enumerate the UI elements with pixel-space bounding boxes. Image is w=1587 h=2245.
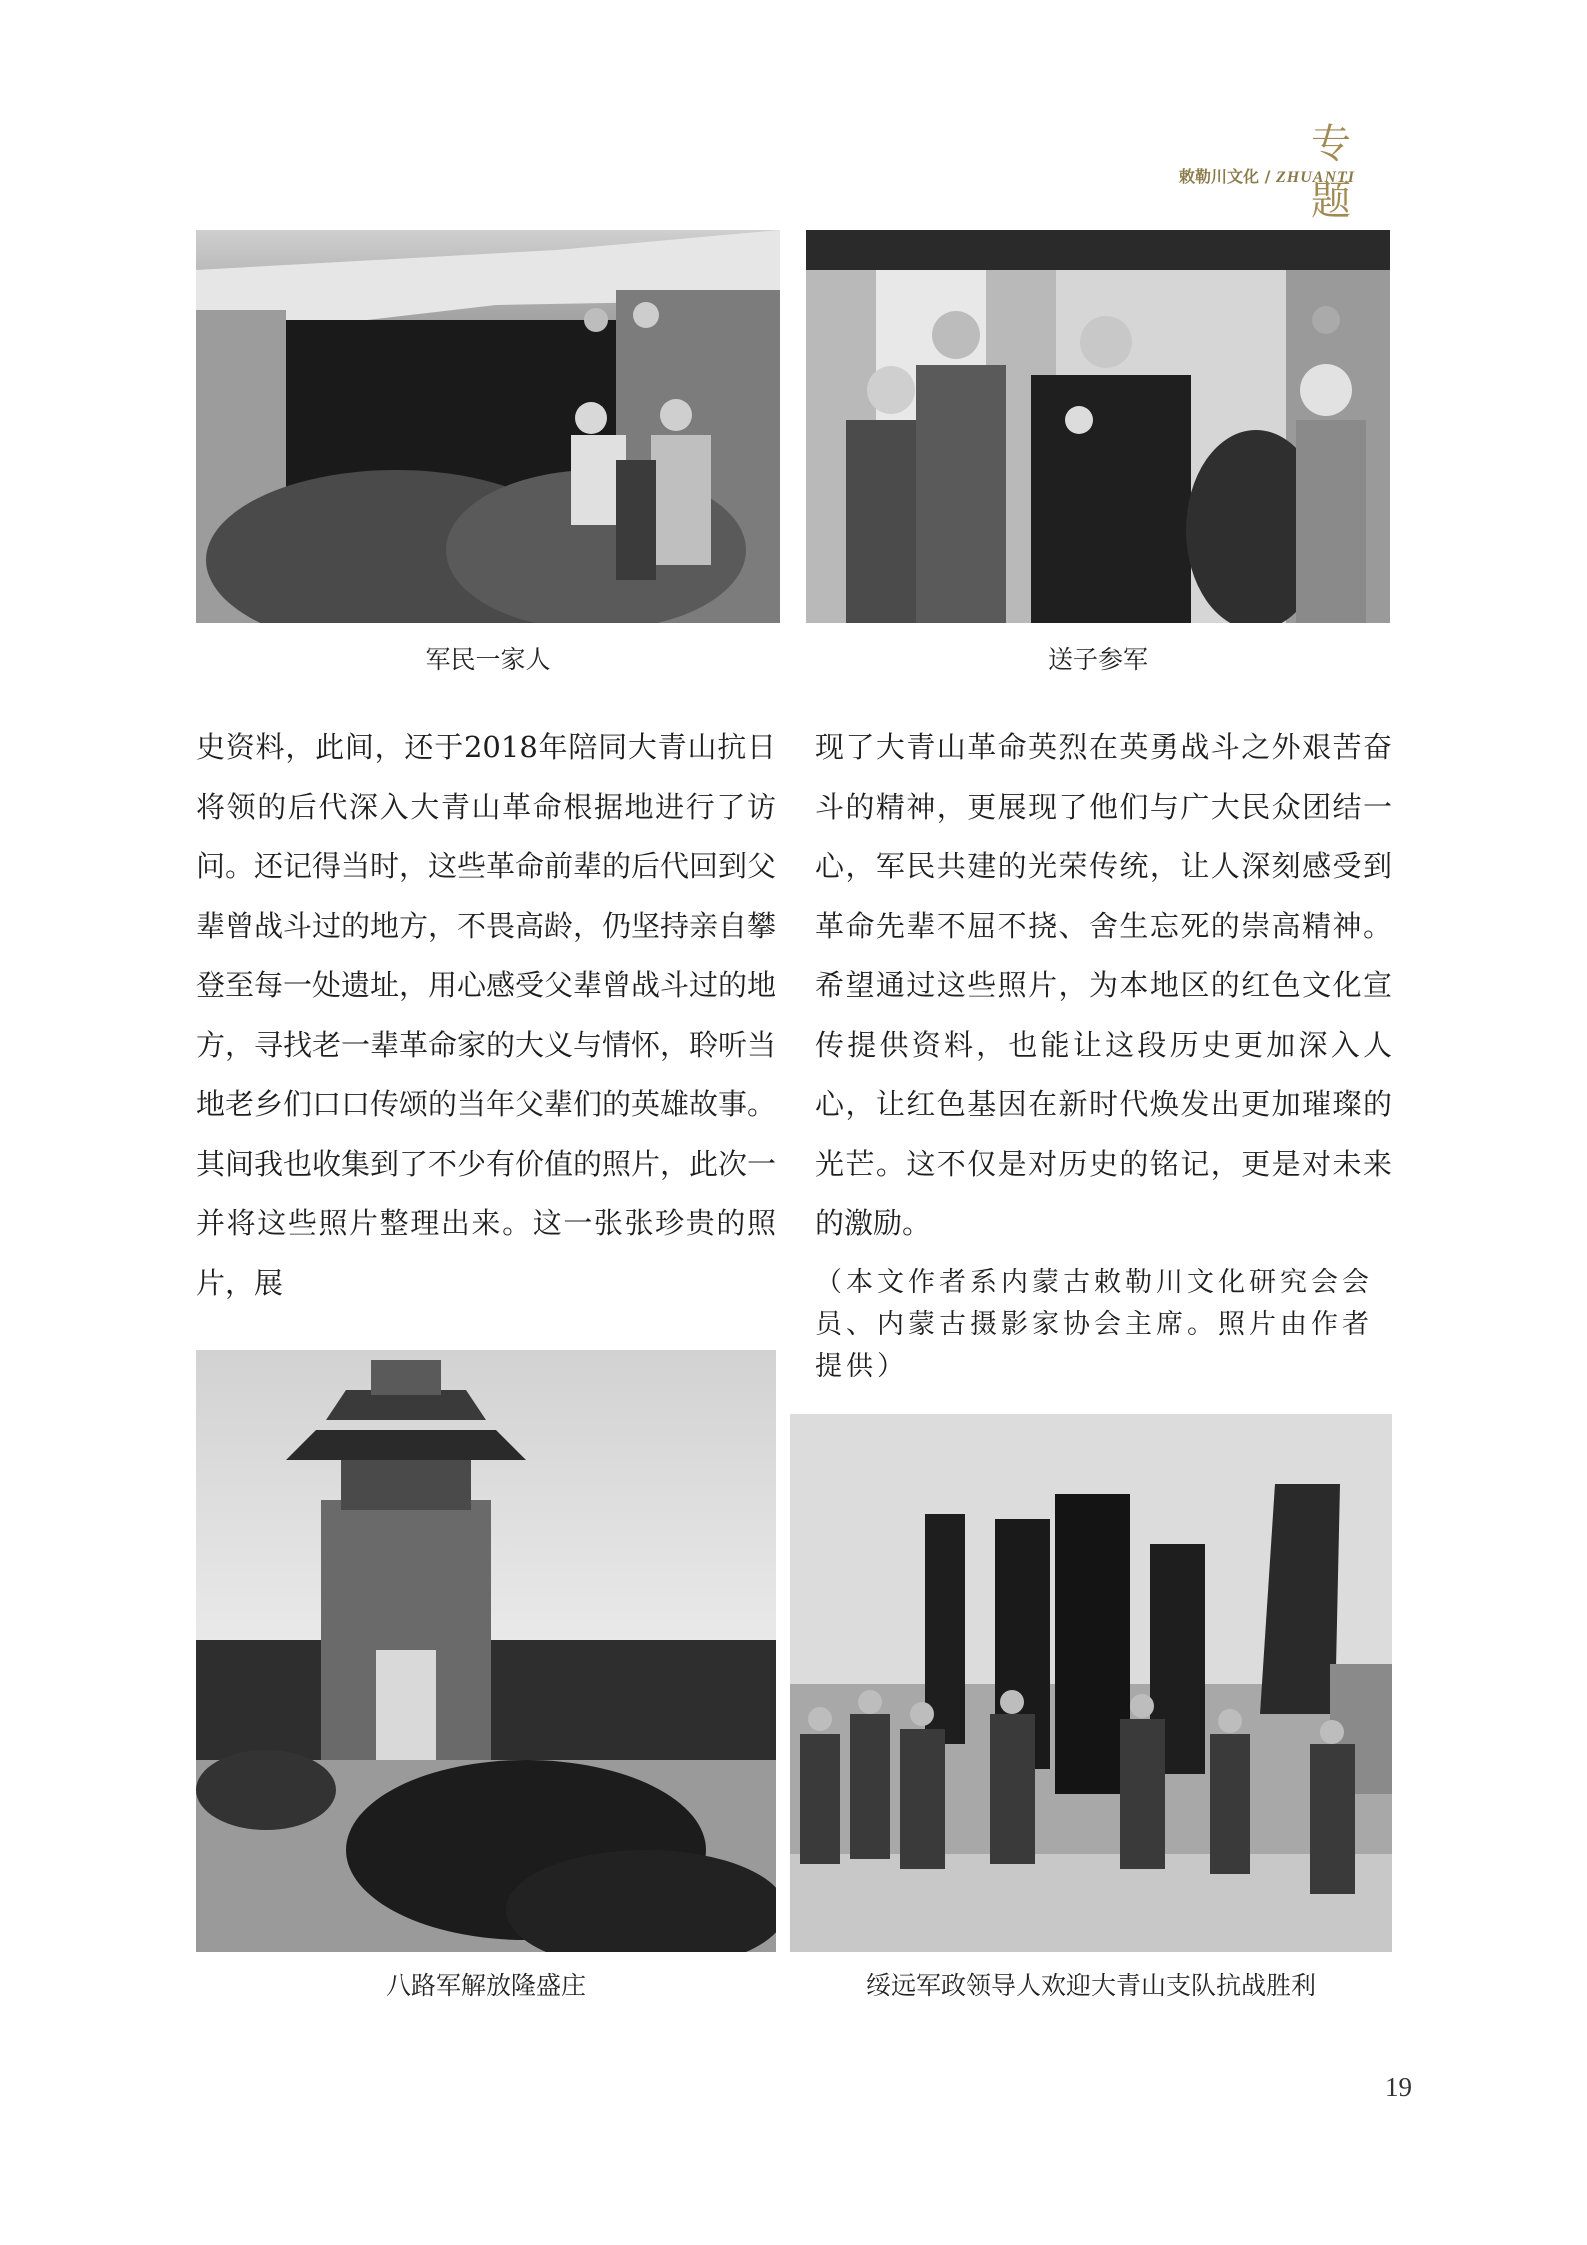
photo-welcome-ceremony (790, 1414, 1392, 1952)
author-note: （本文作者系内蒙古敕勒川文化研究会会员、内蒙古摄影家协会主席。照片由作者提供） (815, 1267, 1373, 1382)
section-title: 专 题 (1311, 121, 1375, 224)
subtitle-separator: / (1259, 167, 1276, 186)
section-latin: ZHUANTI (1276, 169, 1355, 186)
photo-soldiers-civilians (196, 230, 780, 623)
caption-photo-2: 送子参军 (1047, 645, 1148, 674)
magazine-name: 敕勒川文化 (1179, 167, 1260, 186)
caption-photo-4: 绥远军政领导人欢迎大青山支队抗战胜利 (865, 1971, 1316, 2000)
body-text-left (196, 718, 776, 1313)
page-number: 19 (1385, 2072, 1412, 2102)
photo-eighth-route-army (196, 1350, 776, 1952)
caption-photo-3: 八路军解放隆盛庄 (385, 1971, 586, 2000)
body-text-right (815, 718, 1392, 1254)
caption-photo-1: 军民一家人 (425, 645, 551, 674)
section-subtitle (1150, 164, 1355, 187)
paragraph: 史资料，此间，还于2018年陪同大青山抗日将领的后代深入大青山革命根据地进行了访问。还记得当时，这些革命前辈的后代回到父辈曾战斗过的地方，不畏高龄，仍坚持亲自攀登至每一处遗址，用心感受父辈曾战斗过的地方，寻找老一辈革命家的大义与情怀，聆听当地老乡们口口传颂的当年父辈们的英雄故事。其间我也收集到了不少有价值的照片，此次一并将这些照片整理出来。这一张张珍贵的照片，展 (196, 730, 777, 1300)
paragraph: 现了大青山革命英烈在英勇战斗之外艰苦奋斗的精神，更展现了他们与广大民众团结一心，军民共建的光荣传统，让人深刻感受到革命先辈不屈不挠、舍生忘死的崇高精神。希望通过这些照片，为本地区的红色文化宣传提供资料，也能让这段历史更加深入人心，让红色基因在新时代焕发出更加璀璨的光芒。这不仅是对历史的铭记，更是对未来的激励。 (815, 730, 1392, 1240)
photo-sending-son-to-army (806, 230, 1390, 623)
